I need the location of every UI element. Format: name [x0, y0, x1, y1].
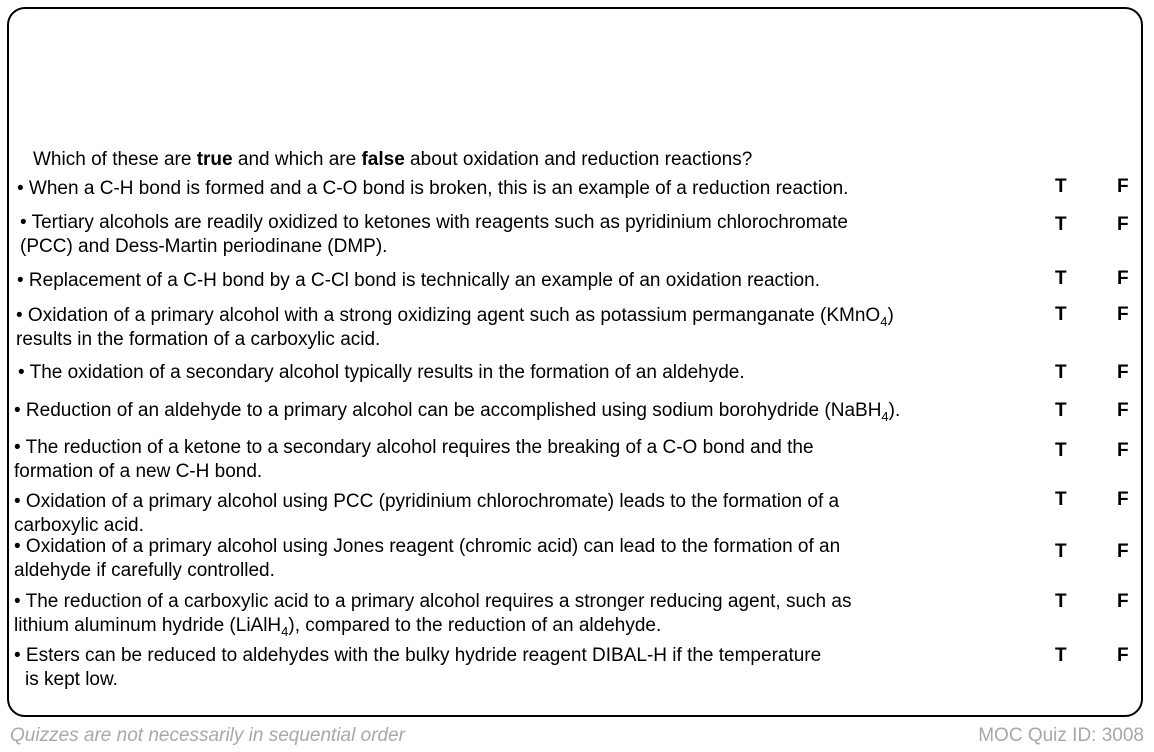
question-text: Which of these are true and which are false about oxidation and reduction reactions? [33, 149, 753, 170]
false-option-11[interactable]: F [1117, 645, 1129, 666]
true-option-8[interactable]: T [1055, 489, 1067, 510]
false-option-9[interactable]: F [1117, 541, 1129, 562]
false-word: false [361, 149, 405, 170]
statement-2: • Tertiary alcohols are readily oxidized to ketones with reagents such as pyridinium chlorochromate (PCC) and Dess-Martin periodinane (DMP). [20, 212, 848, 257]
statement-9: • Oxidation of a primary alcohol using Jones reagent (chromic acid) can lead to the formation of an aldehyde if carefully controlled. [14, 536, 841, 581]
true-option-3[interactable]: T [1055, 268, 1067, 289]
false-option-6[interactable]: F [1117, 400, 1129, 421]
quiz-id: MOC Quiz ID: 3008 [978, 725, 1144, 746]
false-option-4[interactable]: F [1117, 304, 1129, 325]
false-option-2[interactable]: F [1117, 214, 1129, 235]
true-option-6[interactable]: T [1055, 400, 1067, 421]
false-option-8[interactable]: F [1117, 489, 1129, 510]
statement-7: • The reduction of a ketone to a secondary alcohol requires the breaking of a C-O bond and the formation of a new C-H bond. [14, 437, 814, 482]
true-option-5[interactable]: T [1055, 362, 1067, 383]
footer-note: Quizzes are not necessarily in sequential order [10, 725, 405, 746]
true-option-4[interactable]: T [1055, 304, 1067, 325]
statement-3: • Replacement of a C-H bond by a C-Cl bond is technically an example of an oxidation reaction. [17, 270, 820, 291]
statement-4: • Oxidation of a primary alcohol with a strong oxidizing agent such as potassium permanganate (KMnO$_4$) results in the formation of a carboxylic acid. [16, 305, 894, 350]
true-option-7[interactable]: T [1055, 440, 1067, 461]
true-option-9[interactable]: T [1055, 541, 1067, 562]
false-option-3[interactable]: F [1117, 268, 1129, 289]
statement-11: • Esters can be reduced to aldehydes with the bulky hydride reagent DIBAL-H if the temperature is kept low. [14, 645, 822, 690]
true-option-10[interactable]: T [1055, 591, 1067, 612]
false-option-10[interactable]: F [1117, 591, 1129, 612]
false-option-7[interactable]: F [1117, 440, 1129, 461]
statement-10: • The reduction of a carboxylic acid to a primary alcohol requires a stronger reducing agent, such as lithium aluminum hydride (LiAlH$_4$), compared to the reduction of an aldehyde. [14, 591, 852, 639]
true-option-1[interactable]: T [1055, 176, 1067, 197]
true-option-11[interactable]: T [1055, 645, 1067, 666]
true-option-2[interactable]: T [1055, 214, 1067, 235]
true-word: true [196, 149, 233, 170]
statement-8: • Oxidation of a primary alcohol using PCC (pyridinium chlorochromate) leads to the formation of a carboxylic acid. [14, 491, 840, 536]
false-option-1[interactable]: F [1117, 176, 1129, 197]
statement-6: • Reduction of an aldehyde to a primary alcohol can be accomplished using sodium borohydride (NaBH$_4$). [14, 400, 901, 424]
statement-5: • The oxidation of a secondary alcohol typically results in the formation of an aldehyde. [18, 362, 745, 383]
statement-1: • When a C-H bond is formed and a C-O bond is broken, this is an example of a reduction reaction. [17, 178, 849, 199]
false-option-5[interactable]: F [1117, 362, 1129, 383]
